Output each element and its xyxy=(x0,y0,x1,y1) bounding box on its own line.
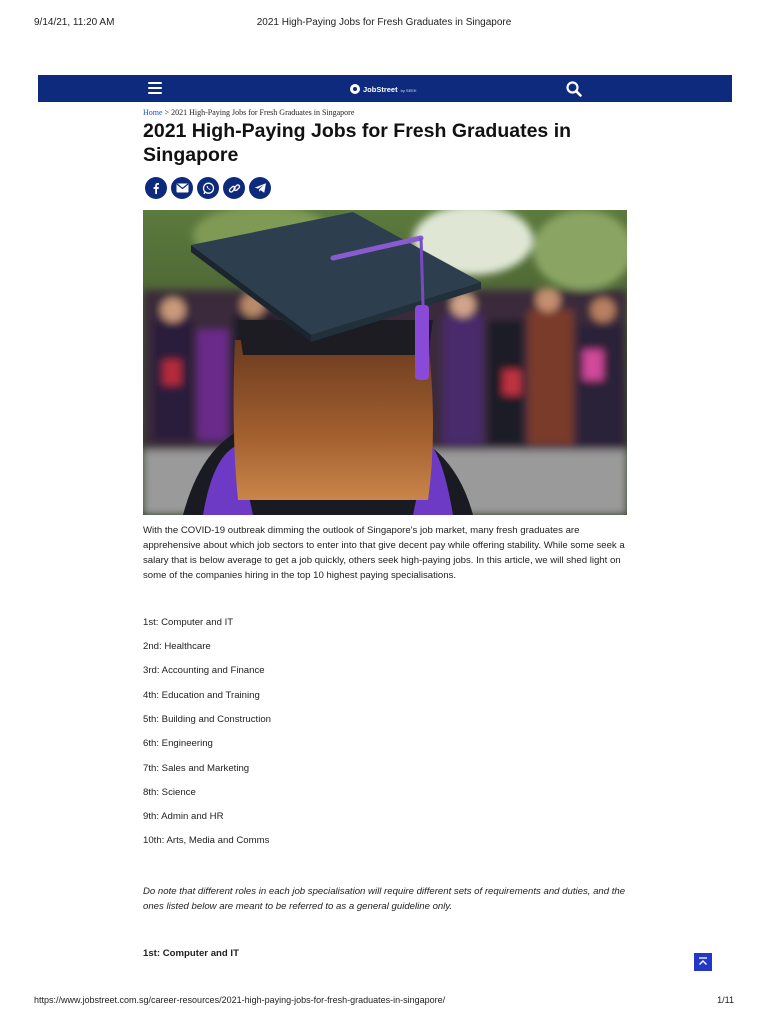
print-header xyxy=(0,17,768,31)
hero-image-graduate xyxy=(143,210,627,515)
ranking-item: 5th: Building and Construction xyxy=(143,714,271,725)
print-page-number: 1/11 xyxy=(717,995,734,1005)
article-title: 2021 High-Paying Jobs for Fresh Graduates in Singapore xyxy=(143,120,572,166)
logo-mark-icon xyxy=(350,84,360,94)
top-navbar xyxy=(38,75,732,102)
print-url: https://www.jobstreet.com.sg/career-resources/2021-high-paying-jobs-for-fresh-graduates-in-singapore/ xyxy=(34,995,446,1005)
ranking-item: 2nd: Healthcare xyxy=(143,641,211,652)
ranking-item: 10th: Arts, Media and Comms xyxy=(143,835,270,846)
intro-paragraph: With the COVID-19 outbreak dimming the outlook of Singapore's job market, many fresh graduates are apprehensive about which job sectors to enter into that give decent pay while offering stability. While some seek a salary that is below average to get a job quickly, others seek high-paying jobs. In this article, we will shed light on some of the companies hiring in the top 10 highest paying specialisations. xyxy=(143,525,625,581)
print-page-title: 2021 High-Paying Jobs for Fresh Graduates in Singapore xyxy=(256,17,512,28)
ranking-item: 4th: Education and Training xyxy=(143,690,260,701)
ranking-item: 7th: Sales and Marketing xyxy=(143,763,250,774)
print-timestamp: 9/14/21, 11:20 AM xyxy=(34,17,115,28)
logo-text: JobStreet xyxy=(363,84,398,94)
copy-link-icon[interactable] xyxy=(223,177,245,199)
section-heading: 1st: Computer and IT xyxy=(143,948,239,959)
share-bar xyxy=(145,177,271,199)
ranking-item: 1st: Computer and IT xyxy=(143,617,234,628)
ranking-item: 8th: Science xyxy=(143,787,196,798)
hamburger-menu-icon[interactable] xyxy=(148,82,162,94)
telegram-icon[interactable] xyxy=(249,177,271,199)
guideline-note: Do note that different roles in each job specialisation will require different sets of requirements and duties, and the ones listed below are meant to be referred to as a general guideline only. xyxy=(143,886,626,912)
jobstreet-logo[interactable] xyxy=(350,83,417,95)
logo-subtext: by SEEK xyxy=(400,87,417,93)
breadcrumb xyxy=(143,108,354,117)
breadcrumb-home-link[interactable]: Home xyxy=(143,108,163,117)
ranking-item: 9th: Admin and HR xyxy=(143,811,224,822)
ranking-item: 6th: Engineering xyxy=(143,738,213,749)
breadcrumb-current: 2021 High-Paying Jobs for Fresh Graduates in Singapore xyxy=(171,108,355,117)
back-to-top-button[interactable] xyxy=(694,953,712,971)
ranking-item: 3rd: Accounting and Finance xyxy=(143,665,265,676)
whatsapp-icon[interactable] xyxy=(197,177,219,199)
search-icon[interactable] xyxy=(565,80,583,98)
email-icon[interactable] xyxy=(171,177,193,199)
breadcrumb-separator: > xyxy=(162,108,172,117)
facebook-icon[interactable] xyxy=(145,177,167,199)
